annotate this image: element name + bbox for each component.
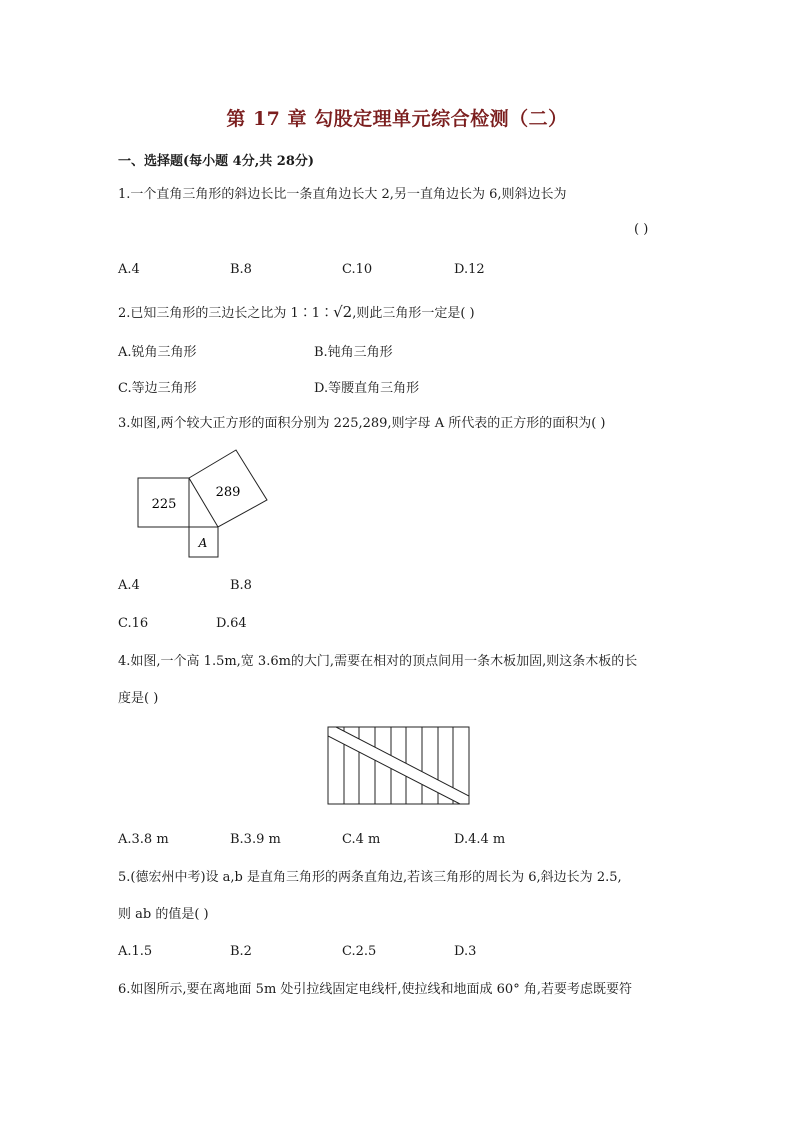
question-4-text-line2: 度是( ) [118, 691, 159, 706]
q5-option-a: A.1.5 [118, 944, 153, 959]
question-5-text-line2: 则 ab 的值是( ) [118, 907, 209, 922]
q5-option-b: B.2 [230, 944, 252, 959]
q3-option-c: C.16 [118, 616, 149, 631]
q1-option-c: C.10 [342, 262, 373, 277]
question-3-text: 3.如图,两个较大正方形的面积分别为 225,289,则字母 A 所代表的正方形的面积为( ) [118, 416, 606, 431]
q4-option-a: A.3.8 m [118, 832, 169, 847]
q4-option-b: B.3.9 m [230, 832, 281, 847]
q1-option-b: B.8 [230, 262, 252, 277]
q3-option-d: D.64 [216, 616, 247, 631]
question-2-text [118, 303, 475, 323]
section-heading: 一、选择题(每小题 4分,共 28分) [118, 154, 315, 169]
q4-option-c: C.4 m [342, 832, 381, 847]
q3-option-a: A.4 [118, 578, 140, 593]
q2-text-after: ,则此三角形一定是( ) [352, 306, 475, 321]
question-4-text-line1: 4.如图,一个高 1.5m,宽 3.6m的大门,需要在相对的顶点间用一条木板加固,则这条木板的长 [118, 654, 638, 669]
q2-option-b: B.钝角三角形 [314, 345, 393, 360]
q2-option-d: D.等腰直角三角形 [314, 381, 420, 396]
q2-text-before: 2.已知三角形的三边长之比为 1∶1∶ [118, 306, 334, 321]
q4-option-d: D.4.4 m [454, 832, 506, 847]
q2-option-c: C.等边三角形 [118, 381, 197, 396]
question-6-text-line1: 6.如图所示,要在离地面 5m 处引拉线固定电线杆,使拉线和地面成 60° 角,若要考虑既要符 [118, 982, 632, 997]
q5-option-c: C.2.5 [342, 944, 377, 959]
label-225: 225 [151, 497, 177, 512]
question-5-text-line1: 5.(德宏州中考)设 a,b 是直角三角形的两条直角边,若该三角形的周长为 6,斜边长为 2.5, [118, 870, 622, 885]
q2-option-a: A.锐角三角形 [118, 345, 197, 360]
q5-option-d: D.3 [454, 944, 477, 959]
q1-option-d: D.12 [454, 262, 485, 277]
q1-option-a: A.4 [118, 262, 140, 277]
q3-option-b: B.8 [230, 578, 252, 593]
label-289: 289 [215, 485, 241, 500]
page-title: 第 17 章 勾股定理单元综合检测（二） [226, 108, 568, 130]
label-a: A [198, 536, 208, 550]
question-1-answer-paren: ( ) [634, 222, 649, 237]
question-1-text: 1.一个直角三角形的斜边长比一条直角边长大 2,另一直角边长为 6,则斜边长为 [118, 187, 567, 202]
gate-figure [326, 724, 472, 808]
sqrt-two: √2 [333, 303, 353, 321]
squares-figure [130, 440, 280, 565]
diagonal-board [328, 727, 469, 804]
